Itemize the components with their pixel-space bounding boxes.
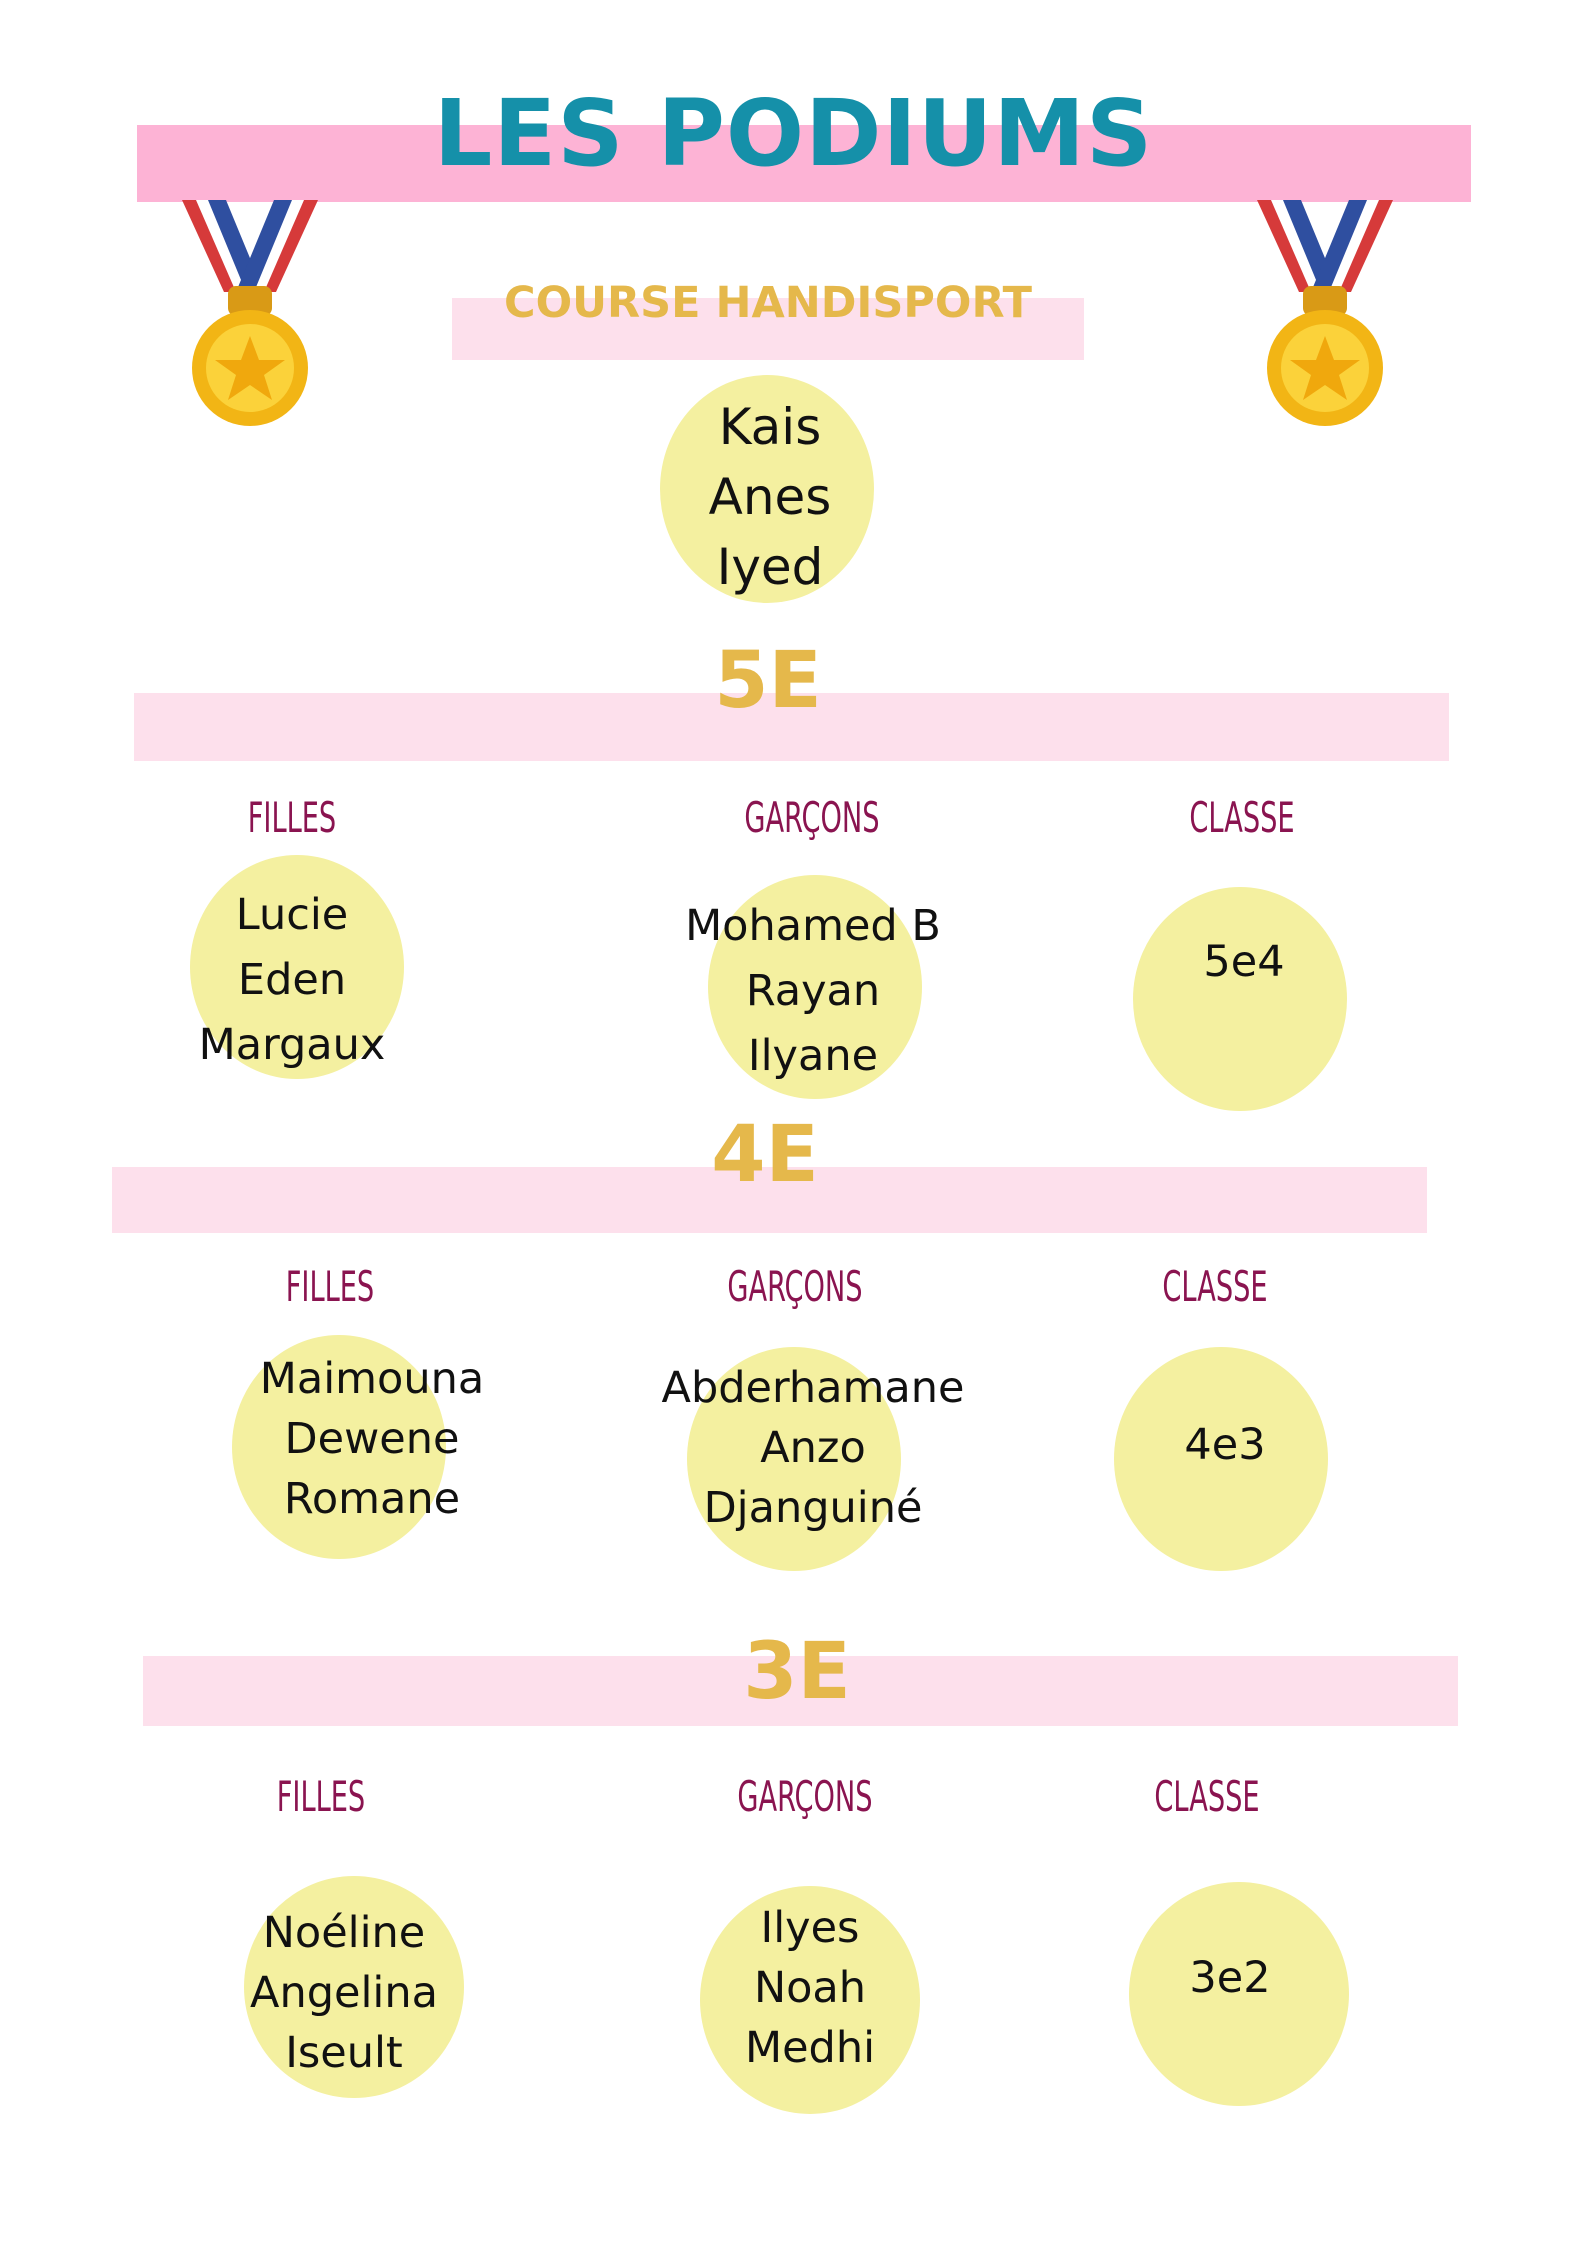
list-item: 3e2	[1189, 1953, 1271, 2003]
list-item: Mohamed B	[685, 901, 941, 951]
list-item: Abderhamane	[661, 1363, 965, 1413]
garcons-names	[660, 1898, 960, 2078]
garcons-names	[633, 1358, 993, 1538]
filles-heading: FILLES	[285, 1262, 375, 1311]
list-item: Noéline	[262, 1908, 426, 1958]
list-item: 5e4	[1203, 937, 1285, 987]
list-item: Medhi	[744, 2023, 876, 2073]
list-item: Romane	[283, 1474, 461, 1524]
list-item: Kais	[718, 398, 822, 456]
filles-heading: FILLES	[276, 1772, 366, 1821]
garcons-heading: GARÇONS	[727, 1262, 863, 1311]
handisport-names	[620, 392, 920, 602]
handisport-label: COURSE HANDISPORT	[504, 278, 1032, 328]
garcons-names	[663, 894, 963, 1089]
list-item: Anes	[708, 468, 832, 526]
list-item: Noah	[753, 1963, 867, 2013]
garcons-heading: GARÇONS	[744, 793, 880, 842]
filles-names	[222, 1349, 522, 1529]
classe-names	[1080, 1948, 1380, 2008]
list-item: Rayan	[745, 966, 881, 1016]
classe-heading: CLASSE	[1154, 1772, 1260, 1821]
classe-names	[1094, 930, 1394, 995]
medal-icon	[1245, 200, 1405, 430]
filles-names	[194, 1903, 494, 2083]
list-item: Eden	[237, 955, 347, 1005]
list-item: Iyed	[716, 538, 824, 596]
garcons-heading: GARÇONS	[737, 1772, 873, 1821]
filles-heading: FILLES	[247, 793, 337, 842]
list-item: Ilyane	[747, 1031, 879, 1081]
classe-circle	[1133, 887, 1347, 1111]
list-item: Ilyes	[760, 1903, 860, 1953]
list-item: Anzo	[760, 1423, 866, 1473]
grade-title: 4E	[711, 1110, 819, 1200]
grade-title: 5E	[714, 636, 822, 726]
list-item: Lucie	[235, 890, 349, 940]
list-item: Margaux	[198, 1020, 386, 1070]
filles-names	[142, 883, 442, 1078]
list-item: 4e3	[1184, 1420, 1266, 1470]
list-item: Djanguiné	[703, 1483, 923, 1533]
classe-heading: CLASSE	[1162, 1262, 1268, 1311]
page-title: LES PODIUMS	[433, 80, 1154, 187]
list-item: Angelina	[250, 1968, 438, 2018]
classe-heading: CLASSE	[1189, 793, 1295, 842]
grade-title: 3E	[743, 1627, 851, 1717]
list-item: Maimouna	[259, 1354, 485, 1404]
medal-icon	[170, 200, 330, 430]
classe-names	[1075, 1415, 1375, 1475]
list-item: Dewene	[284, 1414, 460, 1464]
list-item: Iseult	[285, 2028, 403, 2078]
